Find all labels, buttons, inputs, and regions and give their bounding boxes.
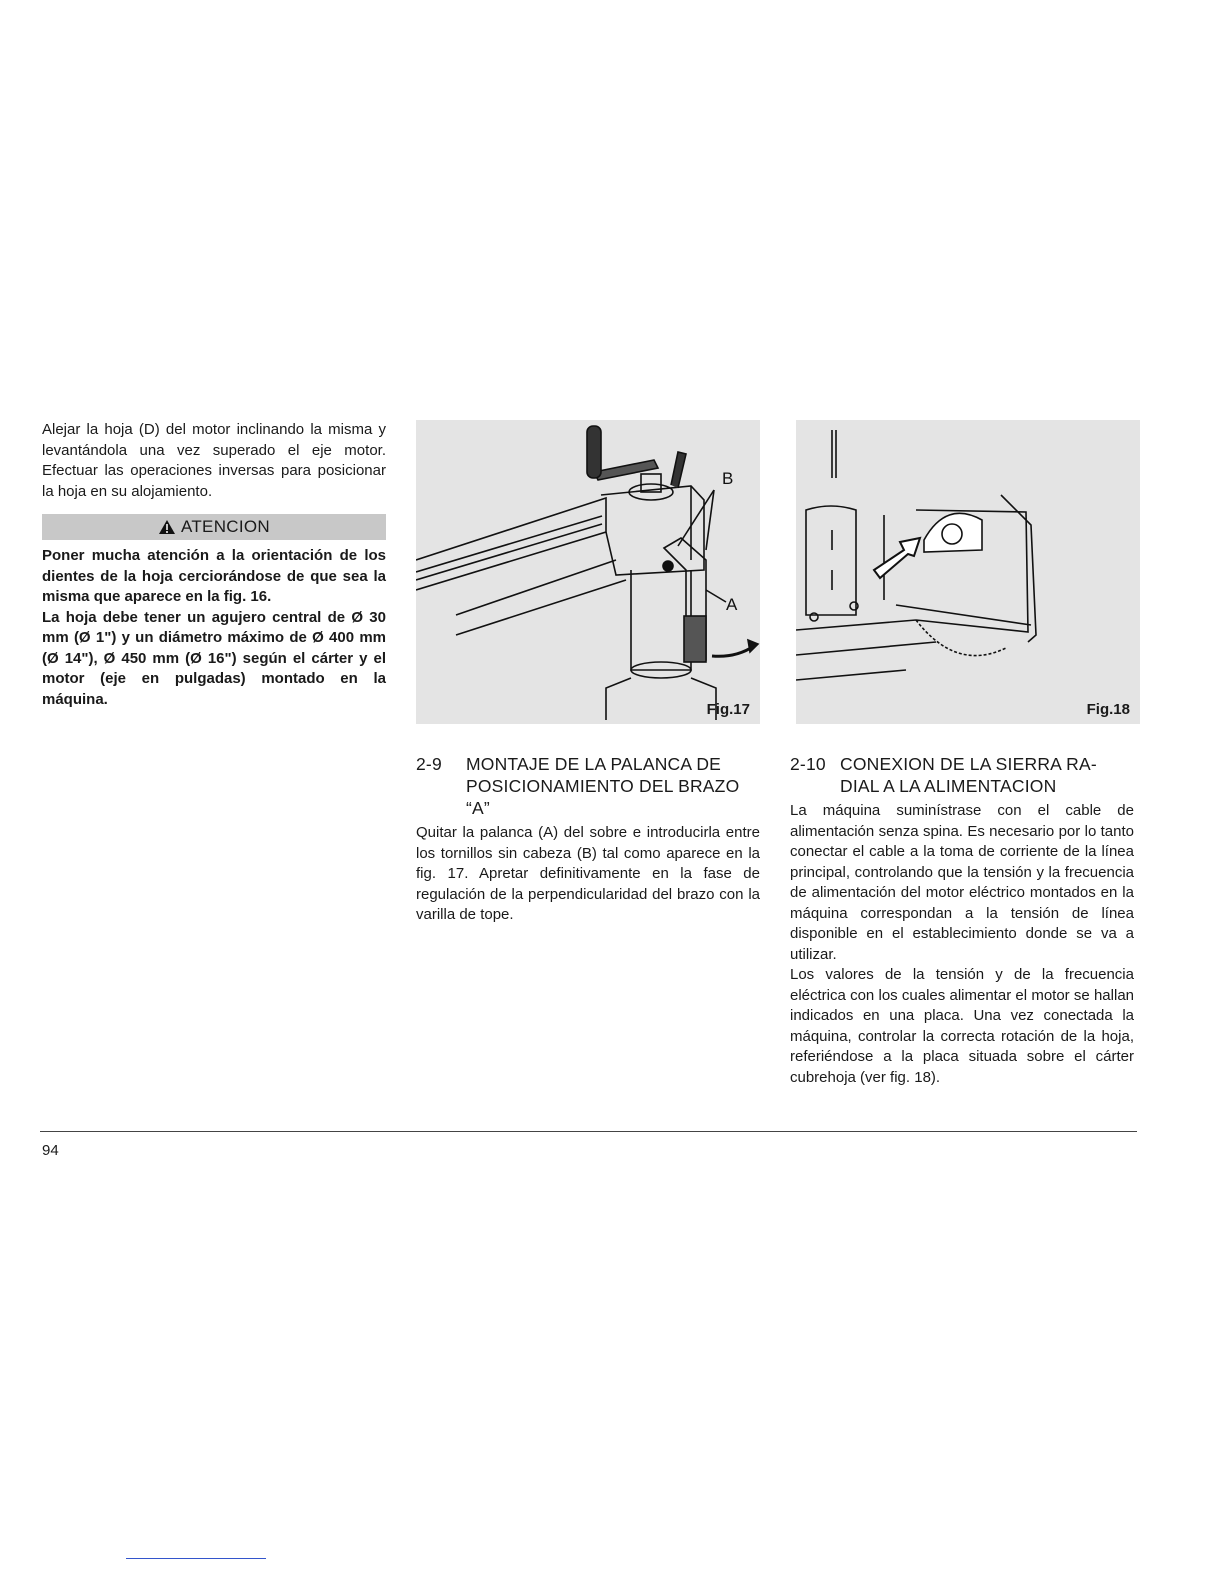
warning-title: ATENCION <box>181 517 270 536</box>
section-2-10-body-1: La máquina suminístrase con el cable de alimentación senza spina. Es necesario por lo tanto conectar el cable a la toma de corriente de la línea principal, controlando que la tensión y la frecuencia de alimentación del motor eléctrico montados en la máquina correspondan a la tensión de línea disponible en el establecimiento donde se va a utilizar. <box>790 802 1134 963</box>
warning-text-2: La hoja debe tener un agujero central de Ø 30 mm (Ø 1") y un diámetro máximo de Ø 400 mm (Ø 14"), Ø 450 mm (Ø 16") según el cárter y el motor (eje en pulgadas) montado en la máquina. <box>42 608 386 708</box>
figure-18-caption: Fig.18 <box>1086 701 1130 718</box>
footer-rule <box>40 1131 1137 1132</box>
figure-17-caption: Fig.17 <box>706 701 750 718</box>
warning-icon <box>158 519 176 535</box>
section-2-9-title-1: MONTAJE DE LA PALANCA DE <box>466 754 722 774</box>
warning-text-1: Poner mucha atención a la orientación de los dientes de la hoja cerciorándose de que sea la misma que aparece en la fig. 16. <box>42 547 386 605</box>
section-2-10-body-2: Los valores de la tensión y de la frecuencia eléctrica con los cuales alimentar el motor se hallan indicados en una placa. Una vez conectada la máquina, controlar la correcta rotación de la hoja, referiéndose a la placa situada sobre el cárter cubrehoja (ver fig. 18). <box>790 966 1134 1086</box>
section-2-9-number: 2-9 <box>416 754 442 774</box>
warning-banner <box>42 514 386 540</box>
section-2-9-heading <box>416 753 760 819</box>
section-2-9 <box>416 753 760 926</box>
section-2-9-title-3: “A” <box>466 798 490 818</box>
section-2-9-body: Quitar la palanca (A) del sobre e introducirla entre los tornillos sin cabeza (B) tal como aparece en la fig. 17. Apretar definitivamente en la fase de regulación de la perpendicularidad del brazo con la varilla de tope. <box>416 824 760 923</box>
section-2-10-title-1: CONEXION DE LA SIERRA RA- <box>840 754 1097 774</box>
section-2-10 <box>790 753 1134 1088</box>
bottom-link-underline <box>126 1558 266 1559</box>
section-2-10-heading <box>790 753 1134 797</box>
lever-illustration <box>416 420 760 724</box>
saw-illustration <box>796 420 1140 724</box>
left-column <box>42 420 386 710</box>
page-number: 94 <box>42 1142 59 1159</box>
section-2-10-number: 2-10 <box>790 754 826 774</box>
intro-paragraph: Alejar la hoja (D) del motor inclinando la misma y levantándola una vez superado el eje motor. Efectuar las operaciones inversas para posicionar la hoja en su alojamiento. <box>42 421 386 500</box>
figure-17 <box>416 420 760 724</box>
section-2-10-title-2: DIAL A LA ALIMENTACION <box>840 776 1057 796</box>
label-b: B <box>722 469 734 488</box>
figure-18 <box>796 420 1140 724</box>
label-a: A <box>726 595 738 614</box>
section-2-9-title-2: POSICIONAMIENTO DEL BRAZO <box>466 776 740 796</box>
